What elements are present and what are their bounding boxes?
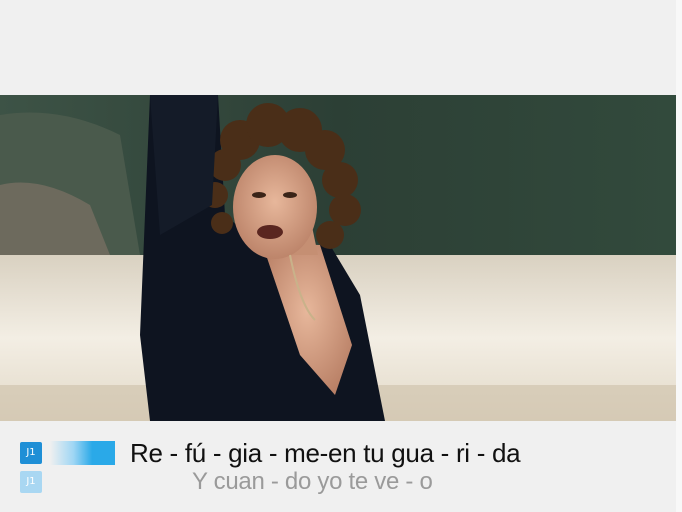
player-badge-current: J1 xyxy=(20,442,42,464)
right-edge-strip xyxy=(676,0,682,512)
singer-eye-left xyxy=(252,192,266,198)
singer-mouth xyxy=(257,225,283,239)
player-badge-next: J1 xyxy=(20,471,42,493)
lyric-progress-bar xyxy=(50,441,115,465)
lyrics-panel xyxy=(0,421,676,512)
singer-face xyxy=(233,155,317,259)
top-blank-bar xyxy=(0,0,682,95)
music-video-frame xyxy=(0,95,676,421)
video-scene xyxy=(0,95,676,421)
singer-eye-right xyxy=(283,192,297,198)
lyric-current-line: Re - fú - gia - me-en tu gua - ri - da xyxy=(130,438,521,468)
lyric-next-line: Y cuan - do yo te ve - o xyxy=(192,468,433,495)
